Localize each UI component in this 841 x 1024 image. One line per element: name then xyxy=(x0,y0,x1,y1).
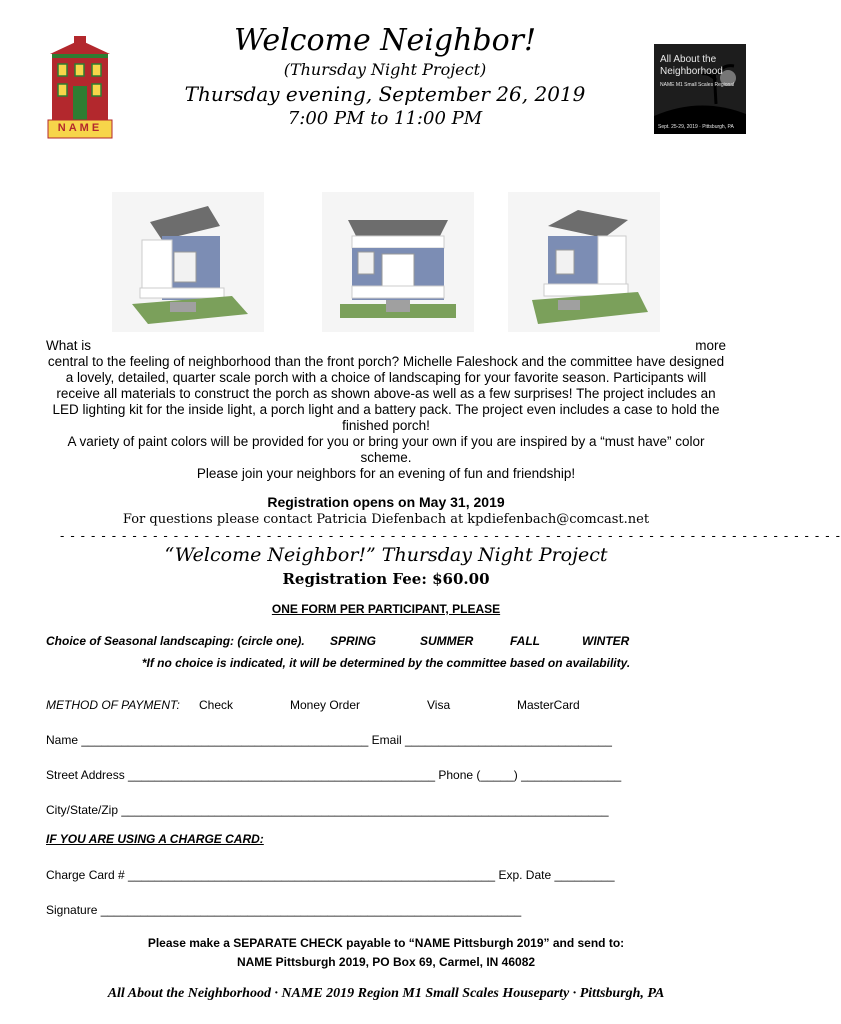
footer: All About the Neighborhood · NAME 2019 Region M1 Small Scales Houseparty · Pittsburgh, PA xyxy=(107,986,665,1001)
season-note: *If no choice is indicated, it will be determined by the committee based on availability. xyxy=(141,656,631,670)
porch-photo-right xyxy=(508,192,660,332)
event-logo-line1: All About the xyxy=(660,54,717,65)
payable-line1: Please make a SEPARATE CHECK payable to “NAME Pittsburgh 2019” and send to: xyxy=(147,936,625,950)
street-phone-field[interactable]: Street Address ______________________________________________ Phone (_____) _______________ xyxy=(46,768,622,782)
signature-field[interactable]: Signature _______________________________________________________________ xyxy=(46,903,522,917)
porch-photo-center xyxy=(322,192,474,332)
name-logo xyxy=(44,36,116,140)
payable-line2: NAME Pittsburgh 2019, PO Box 69, Carmel, IN 46082 xyxy=(236,955,536,969)
event-logo-dates: Sept. 25-29, 2019 · Pittsburgh, PA xyxy=(658,124,734,130)
contact-line: For questions please contact Patricia Diefenbach at kpdiefenbach@comcast.net xyxy=(122,512,650,527)
registration-opens: Registration opens on May 31, 2019 xyxy=(267,494,505,510)
name-logo-text: NAME xyxy=(57,122,103,134)
page-title: Welcome Neighbor! xyxy=(233,23,537,58)
intro-text xyxy=(46,338,726,482)
event-logo xyxy=(654,44,746,134)
registration-fee: Registration Fee: $60.00 xyxy=(282,570,490,588)
event-logo-line2: Neighborhood xyxy=(660,66,723,77)
charge-card-heading: IF YOU ARE USING A CHARGE CARD: xyxy=(46,832,264,846)
form-project-title: “Welcome Neighbor!” Thursday Night Project xyxy=(164,544,608,566)
one-form-notice: ONE FORM PER PARTICIPANT, PLEASE xyxy=(271,602,501,616)
payment-visa[interactable]: Visa xyxy=(427,698,451,712)
cut-line-divider: - - - - - - - - - - - - - - - - - - - - - - - - - - - - - - - - - - - - - - - - - - - - - - - - - - - - - - - - - - - - - - - - - - - - - - - - - - - - xyxy=(60,528,841,543)
payment-mastercard[interactable]: MasterCard xyxy=(517,698,580,712)
porch-photo-left xyxy=(112,192,264,332)
intro-first-word: What is xyxy=(46,338,92,353)
payment-money-order[interactable]: Money Order xyxy=(290,698,361,712)
event-logo-line3: NAME M1 Small Scales Regional xyxy=(660,82,735,88)
city-state-zip-field[interactable]: City/State/Zip _________________________________________________________________________ xyxy=(46,803,609,817)
charge-card-field[interactable]: Charge Card # _______________________________________________________ Exp. Date _________ xyxy=(46,868,615,882)
season-summer[interactable]: SUMMER xyxy=(420,634,474,648)
season-label: Choice of Seasonal landscaping: (circle one). xyxy=(46,634,305,648)
name-email-field[interactable]: Name ___________________________________________ Email _______________________________ xyxy=(46,733,612,747)
intro-paint: A variety of paint colors will be provided for you or bring your own if you are inspired by a “must have” color scheme. xyxy=(67,434,705,465)
intro-join: Please join your neighbors for an evening of fun and friendship! xyxy=(196,466,576,481)
intro-more: more xyxy=(695,338,726,353)
intro-paragraph: central to the feeling of neighborhood than the front porch? Michelle Faleshock and the committee have designed a lovely, detailed, quarter scale porch with a choice of landscaping for your favorite season. Participants will receive all materials to construct the porch as shown above-as well as a few surprises! The project includes an LED lighting kit for the inside light, a porch light and a battery pack. The project even includes a case to hold the finished porch! xyxy=(47,354,725,433)
event-time: 7:00 PM to 11:00 PM xyxy=(287,108,483,129)
season-spring[interactable]: SPRING xyxy=(330,634,377,648)
payment-check[interactable]: Check xyxy=(199,698,234,712)
season-fall[interactable]: FALL xyxy=(510,634,540,648)
season-winter[interactable]: WINTER xyxy=(582,634,630,648)
payable-instructions xyxy=(46,934,726,972)
payment-label: METHOD OF PAYMENT: xyxy=(46,698,180,712)
page-subtitle: (Thursday Night Project) xyxy=(283,60,487,79)
event-date: Thursday evening, September 26, 2019 xyxy=(184,82,586,106)
